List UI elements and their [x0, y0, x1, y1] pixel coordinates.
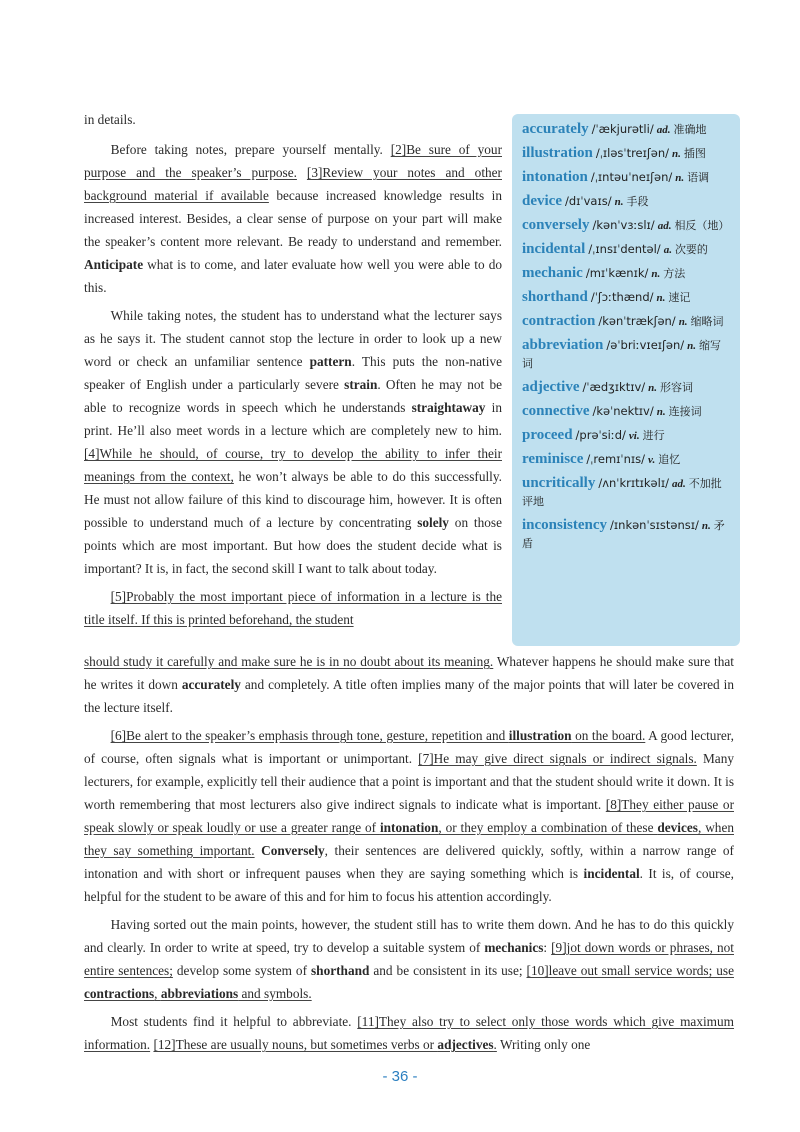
vocab-meaning: 矛盾	[522, 519, 725, 550]
text-run: Before taking notes, prepare yourself mentally.	[110, 142, 391, 157]
keyword: strain	[344, 377, 378, 392]
vocab-entry	[522, 216, 730, 235]
text-run: [10]leave out small service words; use	[526, 963, 734, 978]
vocab-entry	[522, 144, 730, 163]
vocab-word: connective	[522, 403, 590, 419]
vocab-meaning: 速记	[668, 291, 691, 304]
vocab-meaning: 插图	[683, 147, 706, 160]
vocab-ipa: /ˈʃɔːthænd/	[590, 290, 654, 304]
vocabulary-box	[512, 114, 740, 646]
vocab-word: adjective	[522, 379, 580, 395]
keyword: devices	[657, 820, 698, 835]
vocab-entry	[522, 168, 730, 187]
text-run: what is to come, and later evaluate how well you were able to do this.	[84, 257, 502, 295]
text-run: Writing only one	[496, 1037, 591, 1052]
vocab-pos: n.	[687, 340, 697, 352]
vocab-word: shorthand	[522, 289, 588, 305]
vocab-pos: n.	[675, 172, 685, 184]
keyword: straightaway	[411, 400, 486, 415]
vocab-entry	[522, 264, 730, 283]
vocab-meaning: 进行	[642, 429, 665, 442]
vocab-meaning: 相反（地）	[674, 219, 730, 232]
vocab-pos: v.	[648, 454, 656, 466]
underlined-sentence-11: [11]They also try to select only those words which give maximum information.	[84, 1014, 735, 1052]
vocab-entry	[522, 336, 730, 373]
keyword: incidental	[583, 866, 640, 881]
vocab-word: accurately	[522, 121, 589, 137]
vocab-entry	[522, 450, 730, 469]
vocab-meaning: 形容词	[660, 381, 694, 394]
underlined-sentence-2: [2]Be sure of your purpose and the speaker’s purpose.	[84, 142, 502, 180]
text-run: Having sorted out the main points, however, the student still has to write them down. And he has to do this quickly and clearly. In order to write at speed, try to develop a suitable system of	[84, 917, 734, 955]
vocab-entry	[522, 120, 730, 139]
vocab-word: illustration	[522, 145, 593, 161]
vocab-word: abbreviation	[522, 337, 604, 353]
vocab-pos: vi.	[628, 430, 640, 442]
keyword: mechanics	[484, 940, 544, 955]
text-run: While taking notes, the student has to understand what the lecturer says as he says it. The student cannot stop the lecture in order to look up a new word or check an unfamiliar sentence	[84, 308, 502, 369]
vocab-entry	[522, 312, 730, 331]
vocab-entry	[522, 516, 730, 553]
text-run	[297, 165, 307, 180]
vocab-meaning: 准确地	[673, 123, 707, 136]
vocab-ipa: /ˌɪləsˈtreɪʃən/	[595, 146, 670, 160]
full-width-column	[84, 650, 734, 1056]
vocab-meaning: 缩写词	[522, 339, 722, 370]
paragraph-6	[84, 1010, 734, 1056]
vocab-entry	[522, 240, 730, 259]
vocab-meaning: 连接词	[668, 405, 702, 418]
underlined-sentence-5: [5]Probably the most important piece of information in a lecture is the title itself. If this is printed beforehand, the student	[84, 589, 502, 627]
text-run: on those points which are most important. But how does the student decide what is important? It is, in fact, the second skill I want to talk about today.	[84, 515, 502, 576]
vocab-word: uncritically	[522, 475, 596, 491]
keyword: pattern	[309, 354, 352, 369]
vocab-pos: n.	[651, 268, 661, 280]
text-run: develop some system of	[172, 963, 311, 978]
text-run: and completely. A title often implies many of the major points that will later be covered in the lecture itself.	[84, 677, 735, 715]
vocab-entry	[522, 426, 730, 445]
vocab-ipa: /mɪˈkænɪk/	[585, 266, 649, 280]
keyword: illustration	[508, 728, 572, 743]
keyword: Anticipate	[84, 257, 144, 272]
keyword: abbreviations	[160, 986, 239, 1001]
keyword: contractions	[84, 986, 155, 1001]
vocab-pos: n.	[614, 196, 624, 208]
text-run: , or they employ a combination of these	[438, 820, 658, 835]
vocab-entry	[522, 288, 730, 307]
vocab-ipa: /dɪˈvaɪs/	[564, 194, 612, 208]
vocab-meaning: 缩略词	[690, 315, 724, 328]
vocab-pos: n.	[701, 520, 711, 532]
vocab-meaning: 语调	[687, 171, 710, 184]
vocab-pos: ad.	[671, 478, 686, 490]
vocab-entry	[522, 402, 730, 421]
vocab-ipa: /ˈædʒɪktɪv/	[582, 380, 646, 394]
text-run: and be consistent in its use;	[369, 963, 527, 978]
paragraph-3-start	[84, 585, 502, 631]
vocab-ipa: /kənˈvɜːslɪ/	[592, 218, 655, 232]
vocab-ipa: /ˈækjurətli/	[591, 122, 654, 136]
text-run: :	[543, 940, 552, 955]
text-run: . It is, of course, helpful for the student to be aware of this and for him to focus his attention accordingly.	[84, 866, 735, 904]
text-run: in print. He’ll also meet words in a lecture which are completely new to him.	[84, 400, 502, 438]
underlined-sentence-7: [7]He may give direct signals or indirect signals.	[418, 751, 697, 766]
text-run: A good lecturer, of course, often signals what is important or unimportant.	[84, 728, 734, 766]
text-run: he won’t always be able to do this successfully. He must not allow failure of this kind to discourage him, however. It is often possible to understand much of a lecture by concentrating	[84, 469, 502, 530]
paragraph-4	[84, 724, 734, 908]
vocab-pos: n.	[648, 382, 658, 394]
text-run: [6]Be alert to the speaker’s emphasis through tone, gesture, repetition and	[110, 728, 509, 743]
underlined-sentence-9: [9]jot down words or phrases, not entire sentences;	[84, 940, 734, 978]
paragraph-3-continued	[84, 650, 734, 719]
vocab-pos: n.	[672, 148, 681, 160]
left-column	[84, 108, 502, 631]
text-run: . This puts the non-native speaker of English under a particularly severe	[84, 354, 502, 392]
underlined-sentence-12	[153, 1037, 496, 1052]
vocab-pos: n.	[656, 292, 666, 304]
text-run: because increased knowledge results in increased interest. Besides, a clear sense of purpose on your part will make the speaker’s content more relevant. Be ready to understand and remember.	[84, 188, 502, 249]
page-number: - 36 -	[382, 1068, 418, 1085]
keyword: solely	[417, 515, 449, 530]
underlined-sentence-6	[111, 728, 646, 743]
vocab-ipa: /prəˈsiːd/	[575, 428, 626, 442]
vocab-pos: n.	[656, 406, 666, 418]
underlined-sentence-4: [4]While he should, of course, try to develop the ability to infer their meanings from the context,	[84, 446, 502, 484]
vocab-ipa: /ɪnkənˈsɪstənsɪ/	[610, 518, 699, 532]
vocab-word: device	[522, 193, 562, 209]
text-run: [12]These are usually nouns, but sometimes verbs or	[153, 1037, 438, 1052]
vocab-pos: ad.	[656, 124, 671, 136]
paragraph-1	[84, 138, 502, 299]
vocab-entry	[522, 192, 730, 211]
text-run: [8]They either pause or speak slowly or speak loudly or use a greater range of	[84, 797, 734, 835]
vocab-word: contraction	[522, 313, 596, 329]
vocab-word: conversely	[522, 217, 590, 233]
text-run: .	[493, 1037, 497, 1052]
vocab-ipa: /kənˈtrækʃən/	[598, 314, 676, 328]
vocab-ipa: /ˌɪnsɪˈdentəl/	[588, 242, 661, 256]
keyword: shorthand	[311, 963, 370, 978]
vocab-word: proceed	[522, 427, 573, 443]
underlined-sentence-3: [3]Review your notes and other background material if available	[84, 165, 502, 203]
vocab-ipa: /kəˈnektɪv/	[592, 404, 654, 418]
keyword: accurately	[181, 677, 241, 692]
vocab-word: mechanic	[522, 265, 583, 281]
text-run: , when they say something important.	[84, 820, 734, 858]
vocab-pos: n.	[678, 316, 688, 328]
text-run: ,	[154, 986, 161, 1001]
underlined-sentence-5-end: should study it carefully and make sure he is in no doubt about its meaning.	[84, 654, 494, 669]
text-run: Most students find it helpful to abbreviate.	[110, 1014, 358, 1029]
vocab-ipa: /əˈbriːvɪeɪʃən/	[606, 338, 685, 352]
paragraph-5	[84, 913, 734, 1005]
vocab-ipa: /ʌnˈkrɪtɪkəlɪ/	[598, 476, 669, 490]
vocab-meaning: 次要的	[674, 243, 708, 256]
text-run: Many lecturers, for example, explicitly tell their audience that a point is important and that the student should write it down. It is worth remembering that most lecturers also give indirect signals to indicate what is important.	[84, 751, 734, 812]
paragraph-0	[84, 108, 502, 131]
vocab-meaning: 追忆	[658, 453, 681, 466]
vocab-word: reminisce	[522, 451, 584, 467]
paragraph-2	[84, 304, 502, 580]
vocab-meaning: 不加批评地	[522, 477, 722, 508]
text-run: . Often he may not be able to recognize words in speech which he understands	[84, 377, 502, 415]
vocab-pos: ad.	[657, 220, 672, 232]
keyword: adjectives	[437, 1037, 494, 1052]
vocab-meaning: 手段	[626, 195, 649, 208]
text-run: and symbols.	[238, 986, 312, 1001]
vocab-meaning: 方法	[663, 267, 686, 280]
vocab-entry	[522, 378, 730, 397]
text-run: , their sentences are delivered quickly, softly, within a narrow range of intonation and with short or infrequent pauses when they are saying something which is	[84, 843, 734, 881]
text-run: in details.	[84, 112, 136, 127]
vocab-pos: a.	[663, 244, 672, 256]
vocab-word: incidental	[522, 241, 586, 257]
vocab-word: inconsistency	[522, 517, 608, 533]
text-run: on the board.	[571, 728, 646, 743]
vocab-ipa: /ˌɪntəuˈneɪʃən/	[590, 170, 673, 184]
keyword: Conversely	[261, 843, 325, 858]
text-run: Whatever happens he should make sure that he writes it down	[84, 654, 734, 692]
keyword: intonation	[379, 820, 439, 835]
vocab-ipa: /ˌremɪˈnɪs/	[586, 452, 646, 466]
vocab-word: intonation	[522, 169, 588, 185]
vocab-entry	[522, 474, 730, 511]
